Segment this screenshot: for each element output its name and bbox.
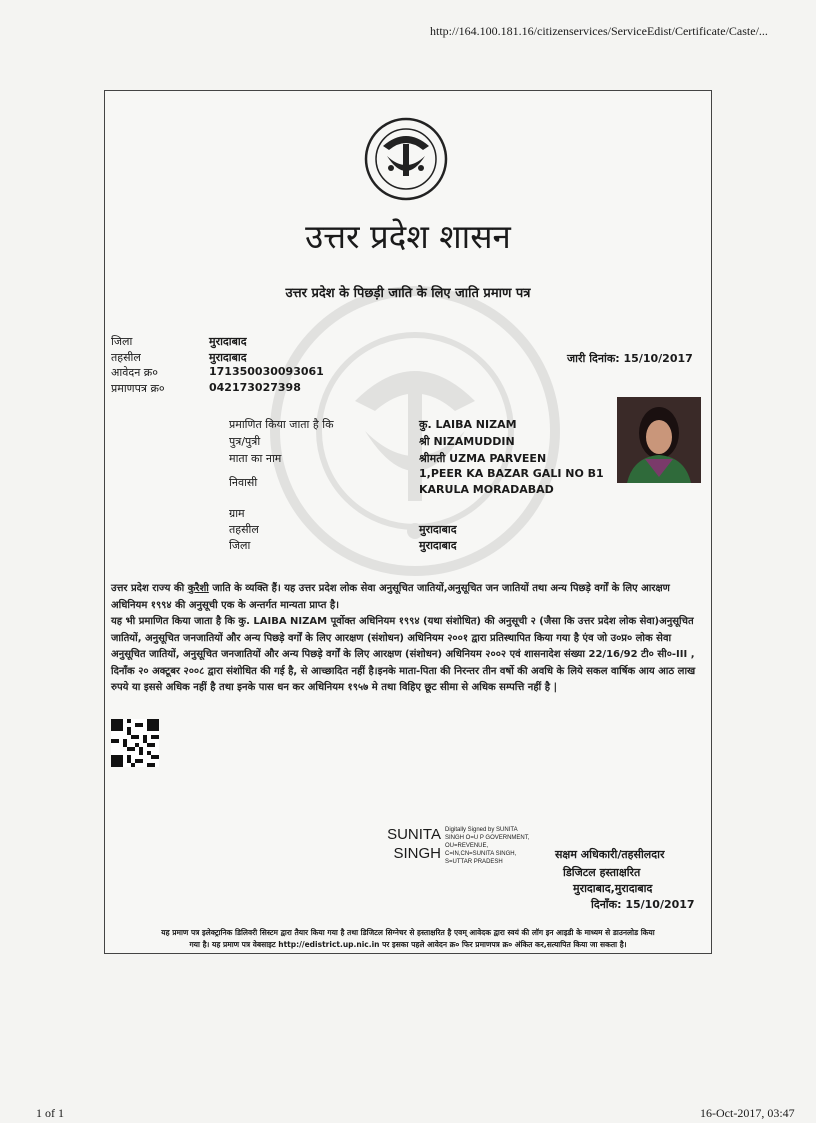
- qr-code-icon: [111, 719, 159, 767]
- applicant-district-value: मुरादाबाद: [419, 539, 457, 552]
- caste-name: कुरैशी: [187, 583, 209, 594]
- application-number-value: 171350030093061: [209, 365, 324, 378]
- tehsil-label: तहसील: [111, 351, 141, 364]
- village-label: ग्राम: [229, 507, 245, 520]
- applicant-name: कु. LAIBA NIZAM: [419, 418, 517, 431]
- certificate: [104, 90, 712, 954]
- printed-datetime: 16-Oct-2017, 03:47: [700, 1106, 795, 1120]
- address-line-1: 1,PEER KA BAZAR GALI NO B1: [419, 467, 604, 480]
- certificate-body: [111, 581, 705, 697]
- resident-label: निवासी: [229, 476, 258, 489]
- certify-label: प्रमाणित किया जाता है कि: [229, 418, 334, 431]
- application-number-label: आवेदन क्र०: [111, 366, 158, 379]
- mother-name: श्रीमती UZMA PARVEEN: [419, 452, 547, 465]
- address-line-2: KARULA MORADABAD: [419, 483, 554, 496]
- issue-date: जारी दिनांक: 15/10/2017: [567, 352, 693, 365]
- body-line-1a: उत्तर प्रदेश राज्य की: [111, 583, 188, 594]
- digital-signature-details: Digitally Signed by SUNITA SINGH O=U P GOVERNMENT, OU=REVENUE, C=IN,CN=SUNITA SINGH, S=UTTAR PRADESH: [445, 827, 530, 865]
- applicant-tehsil-label: तहसील: [229, 523, 259, 536]
- authority-designation: सक्षम अधिकारी/तहसीलदार: [555, 848, 665, 861]
- disclaimer-line-2: गया है। यह प्रमाण पत्र वेबसाइट http://edistrict.up.nic.in पर इसका पहले आवेदन क्र० फिर प्रमाणपत्र क्र० अंकित कर,सत्यापित किया जा सकता है।: [189, 940, 627, 949]
- parent-label: पुत्र/पुत्री: [229, 435, 261, 448]
- page-indicator: 1 of 1: [36, 1106, 64, 1120]
- certificate-number-value: 042173027398: [209, 381, 301, 394]
- print-url: http://164.100.181.16/citizenservices/ServiceEdist/Certificate/Caste/...: [430, 24, 768, 38]
- state-emblem-icon: [363, 116, 449, 202]
- authority-place: मुरादाबाद,मुरादाबाद: [573, 882, 653, 895]
- certificate-subtitle: उत्तर प्रदेश के पिछड़ी जाति के लिए जाति प्रमाण पत्र: [285, 286, 531, 301]
- signer-name-line-1: SUNITA: [387, 826, 441, 843]
- applicant-photo: [617, 397, 701, 483]
- applicant-tehsil-value: मुरादाबाद: [419, 523, 457, 536]
- authority-date: दिनाँक: 15/10/2017: [591, 898, 695, 911]
- father-name: श्री NIZAMUDDIN: [419, 435, 515, 448]
- disclaimer-line-1: यह प्रमाण पत्र इलेक्ट्रानिक डिलिवरी सिस्टम द्वारा तैयार किया गया है तथा डिजिटल सिग्नेचर से हस्ताक्षरित है एवम् आवेदक द्वारा स्वयं की लॉग इन आइडी के माध्यम से डाउनलोड किया: [161, 928, 655, 937]
- body-line-1b: जाति के व्यक्ति हैं। यह उत्तर प्रदेश लोक सेवा अनुसूचित जातियों,अनुसूचित जन जातियों तथा अन्य पिछड़े वर्गों के लिए आरक्षण अधिनियम १९९४ की अनुसूची एक के अन्तर्गत मान्यता प्राप्त है।: [111, 583, 670, 611]
- district-label: जिला: [111, 335, 133, 348]
- tehsil-value: मुरादाबाद: [209, 351, 247, 364]
- page-title: उत्तर प्रदेश शासन: [305, 217, 511, 256]
- certificate-number-label: प्रमाणपत्र क्र०: [111, 382, 165, 395]
- mother-label: माता का नाम: [229, 452, 282, 465]
- verification-disclaimer: [109, 927, 707, 951]
- signer-name-line-2: SINGH: [393, 845, 441, 862]
- applicant-district-label: जिला: [229, 539, 251, 552]
- signer-name: [381, 825, 441, 863]
- digital-signature-label: डिजिटल हस्ताक्षरित: [563, 866, 641, 879]
- district-value: मुरादाबाद: [209, 335, 247, 348]
- body-line-2: यह भी प्रमाणित किया जाता है कि कु. LAIBA NIZAM पूर्वोक्त अधिनियम १९९४ (यथा संशोधित) की अनुसूची २ (जैसा कि उत्तर प्रदेश लोक सेवा)अनुसूचित जातियों, अनुसूचित जनजातियों और अन्य पिछड़े वर्गों के लिए आरक्षण (संशोधन) अधिनियम २००१ द्वारा प्रतिस्थापित किया गया है एंव जो उ०प्र० लोक सेवा अनुसूचित जातियों, अनुसूचित जनजातियों और अन्य पिछड़े वर्गों के लिए आरक्षण (संशोधन) अधिनियम २००२ एवं शासनादेश संख्या 22/16/92 टी० सी०-III , दिनाँक २० अक्टूबर २००८ द्वारा संशोधित की गई है, से आच्छादित नहीं है।इनके माता-पिता की निरन्तर तीन वर्षो की अवधि के लिये सकल वार्षिक आय आठ लाख रुपये या इससे अधिक नहीं है तथा इनके पास धन कर अधिनियम १९५७ मे तथा विहिए छूट सीमा से अधिक सम्पत्ति नहीं है |: [111, 616, 696, 693]
